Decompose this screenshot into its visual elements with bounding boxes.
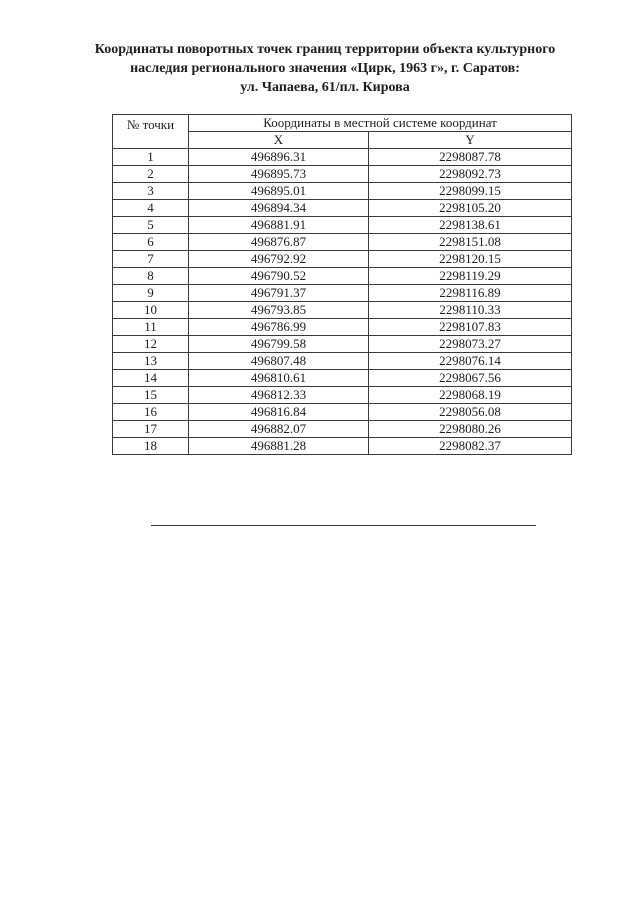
point-number-cell: 7 [113, 251, 189, 268]
x-coordinate-cell: 496816.84 [189, 404, 369, 421]
point-number-cell: 18 [113, 438, 189, 455]
title-line-1: Координаты поворотных точек границ территории объекта культурного [94, 42, 556, 57]
point-number-cell: 11 [113, 319, 189, 336]
y-coordinate-cell: 2298151.08 [369, 234, 572, 251]
x-coordinate-cell: 496881.91 [189, 217, 369, 234]
x-coordinate-cell: 496807.48 [189, 353, 369, 370]
table-row [113, 353, 572, 370]
point-number-cell: 13 [113, 353, 189, 370]
title-line-3: ул. Чапаева, 61/пл. Кирова [240, 80, 410, 95]
y-coordinate-cell: 2298138.61 [369, 217, 572, 234]
y-coordinate-cell: 2298119.29 [369, 268, 572, 285]
table-row [113, 421, 572, 438]
title-line-2: наследия регионального значения «Цирк, 1963 г», г. Саратов: [130, 61, 520, 76]
y-coordinate-cell: 2298120.15 [369, 251, 572, 268]
y-column-header: Y [369, 132, 572, 149]
y-coordinate-cell: 2298076.14 [369, 353, 572, 370]
table-header [113, 115, 572, 149]
x-coordinate-cell: 496790.52 [189, 268, 369, 285]
x-coordinate-cell: 496791.37 [189, 285, 369, 302]
x-coordinate-cell: 496812.33 [189, 387, 369, 404]
table-row [113, 336, 572, 353]
y-coordinate-cell: 2298092.73 [369, 166, 572, 183]
x-coordinate-cell: 496876.87 [189, 234, 369, 251]
x-coordinate-cell: 496894.34 [189, 200, 369, 217]
point-number-cell: 15 [113, 387, 189, 404]
point-number-cell: 3 [113, 183, 189, 200]
signature-line [151, 525, 536, 526]
coordinates-group-header: Координаты в местной системе координат [189, 115, 572, 132]
y-coordinate-cell: 2298080.26 [369, 421, 572, 438]
table-body [113, 149, 572, 455]
table-row [113, 387, 572, 404]
table-row [113, 149, 572, 166]
document-title [60, 40, 590, 97]
y-coordinate-cell: 2298082.37 [369, 438, 572, 455]
point-number-cell: 12 [113, 336, 189, 353]
y-coordinate-cell: 2298056.08 [369, 404, 572, 421]
x-coordinate-cell: 496895.73 [189, 166, 369, 183]
header-row-1 [113, 115, 572, 132]
table-row [113, 319, 572, 336]
point-number-cell: 10 [113, 302, 189, 319]
point-number-cell: 9 [113, 285, 189, 302]
table-row [113, 370, 572, 387]
table-row [113, 268, 572, 285]
y-coordinate-cell: 2298087.78 [369, 149, 572, 166]
x-coordinate-cell: 496810.61 [189, 370, 369, 387]
coordinates-table [112, 114, 572, 455]
y-coordinate-cell: 2298068.19 [369, 387, 572, 404]
x-coordinate-cell: 496792.92 [189, 251, 369, 268]
x-coordinate-cell: 496799.58 [189, 336, 369, 353]
point-number-cell: 4 [113, 200, 189, 217]
x-coordinate-cell: 496895.01 [189, 183, 369, 200]
point-number-cell: 2 [113, 166, 189, 183]
table-row [113, 234, 572, 251]
table-row [113, 251, 572, 268]
x-coordinate-cell: 496793.85 [189, 302, 369, 319]
x-coordinate-cell: 496881.28 [189, 438, 369, 455]
table-row [113, 183, 572, 200]
y-coordinate-cell: 2298116.89 [369, 285, 572, 302]
y-coordinate-cell: 2298105.20 [369, 200, 572, 217]
table-row [113, 217, 572, 234]
y-coordinate-cell: 2298110.33 [369, 302, 572, 319]
point-number-cell: 8 [113, 268, 189, 285]
point-number-header: № точки [113, 115, 189, 149]
point-number-cell: 6 [113, 234, 189, 251]
point-number-cell: 1 [113, 149, 189, 166]
table-row [113, 404, 572, 421]
table-row [113, 200, 572, 217]
x-column-header: X [189, 132, 369, 149]
y-coordinate-cell: 2298073.27 [369, 336, 572, 353]
table-row [113, 438, 572, 455]
table-row [113, 166, 572, 183]
table-row [113, 285, 572, 302]
table-row [113, 302, 572, 319]
point-number-cell: 16 [113, 404, 189, 421]
x-coordinate-cell: 496882.07 [189, 421, 369, 438]
x-coordinate-cell: 496786.99 [189, 319, 369, 336]
point-number-cell: 17 [113, 421, 189, 438]
y-coordinate-cell: 2298107.83 [369, 319, 572, 336]
y-coordinate-cell: 2298067.56 [369, 370, 572, 387]
y-coordinate-cell: 2298099.15 [369, 183, 572, 200]
x-coordinate-cell: 496896.31 [189, 149, 369, 166]
point-number-cell: 5 [113, 217, 189, 234]
point-number-cell: 14 [113, 370, 189, 387]
